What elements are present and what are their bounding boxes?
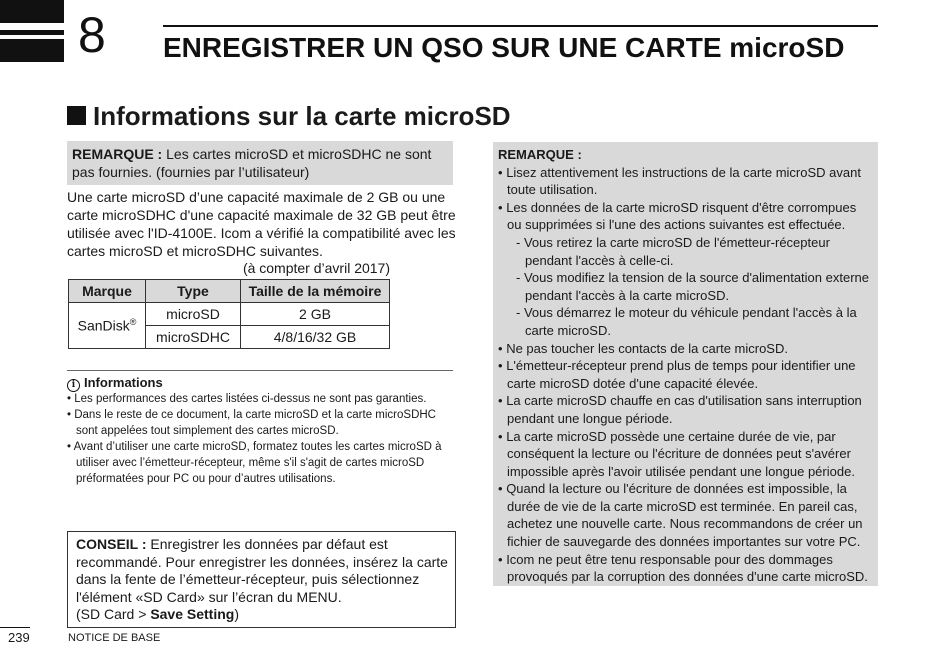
- list-item-text: Avant d’utiliser une carte microSD, formatez toutes les cartes microSD à utiliser avec l’émetteur-récepteur, même s'il s'agit de cartes microSD préformatées pour PC ou pour d’autres utilisations.: [73, 441, 442, 485]
- bullet-icon: •: [498, 164, 503, 180]
- list-item-text: L'émetteur-récepteur prend plus de temps pour identifier une carte microSD dotée d'une capacité élevée.: [506, 358, 856, 391]
- list-item-text: Les données de la carte microSD risquent d'être corrompues ou supprimées si l'une des actions suivantes est effectuée.: [506, 199, 857, 233]
- list-item: [67, 391, 457, 407]
- info-list: [67, 391, 457, 487]
- bullet-icon: •: [67, 409, 72, 421]
- info-icon: i: [67, 379, 80, 392]
- sub-list-item-text: Vous démarrez le moteur du véhicule pendant l'accès à la carte microSD.: [523, 305, 857, 338]
- table-cell-brand: [69, 303, 146, 349]
- list-item-text: La carte microSD possède une certaine durée de vie, par conséquent la lecture ou l'écriture de données peut s'avérer impossible après l'avoir utilisée pendant une longue période.: [506, 428, 855, 479]
- list-item: [498, 551, 874, 586]
- section-heading-text: Informations sur la carte microSD: [93, 101, 511, 131]
- remark-list: [498, 164, 874, 586]
- chapter-tab-bar: [0, 39, 64, 62]
- chapter-tab-bar: [0, 0, 64, 23]
- table-cell-type: microSDHC: [146, 326, 241, 349]
- table-cell-type: microSD: [146, 303, 241, 326]
- bullet-icon: •: [498, 199, 503, 215]
- table-cell-size: 4/8/16/32 GB: [241, 326, 390, 349]
- info-divider: [67, 370, 453, 371]
- list-item: [498, 428, 874, 481]
- footer-label: NOTICE DE BASE: [68, 632, 161, 644]
- bullet-icon: •: [498, 393, 503, 409]
- list-item-text: La carte microSD chauffe en cas d'utilisation sans interruption pendant une longue période.: [506, 393, 862, 426]
- table-row: [69, 303, 390, 326]
- square-bullet-icon: [67, 106, 86, 125]
- list-item: [498, 357, 874, 392]
- list-item-text: Ne pas toucher les contacts de la carte microSD.: [506, 340, 788, 356]
- bullet-icon: •: [67, 441, 72, 453]
- list-item-text: Lisez attentivement les instructions de la carte microSD avant toute utilisation.: [506, 164, 861, 198]
- sub-list-item: [498, 234, 874, 269]
- chapter-rule: [163, 25, 878, 27]
- list-item: [67, 439, 457, 487]
- registered-mark: ®: [129, 317, 137, 328]
- table-header-brand: Marque: [69, 280, 146, 303]
- bullet-icon: •: [498, 358, 503, 374]
- bullet-icon: •: [498, 340, 503, 356]
- tip-label: CONSEIL :: [76, 536, 147, 552]
- menu-path-open: (SD Card >: [76, 606, 151, 622]
- chapter-tab-bar: [0, 30, 64, 35]
- chapter-tab: [0, 0, 64, 64]
- table-header-type: Type: [146, 280, 241, 303]
- table-header-size: Taille de la mémoire: [241, 280, 390, 303]
- page-number: 239: [8, 630, 30, 645]
- bullet-icon: •: [498, 428, 503, 444]
- list-item: [498, 392, 874, 427]
- note-text: Les cartes microSD et microSDHC ne sont pas fournies. (fournies par l’utilisateur): [72, 146, 432, 180]
- tip-text: Enregistrer les données par défaut est recommandé. Pour enregistrer les données, insérez la carte dans la fente de l’émetteur-récepteur, puis sélectionnez l'élément «SD Card» sur l’écran du MENU.: [76, 536, 448, 605]
- sub-list-item-text: Vous modifiez la tension de la source d'alimentation externe pendant l'accès à la carte microSD.: [523, 270, 869, 303]
- sub-list-item-text: Vous retirez la carte microSD de l'émetteur-récepteur pendant l'accès à celle-ci.: [523, 234, 830, 268]
- sub-list-item: [498, 304, 874, 339]
- list-item: [498, 480, 874, 550]
- menu-path-item: Save Setting: [150, 606, 235, 622]
- info-title: [67, 375, 163, 392]
- remark-title: REMARQUE :: [498, 147, 582, 162]
- as-of-date: (à compter d’avril 2017): [242, 260, 390, 276]
- list-item: [67, 407, 457, 439]
- section-heading: [67, 101, 511, 132]
- note-box: [67, 141, 453, 185]
- list-item-text: Quand la lecture ou l'écriture de données est impossible, la durée de vie de la carte microSD est terminée. En pareil cas, achetez une nouvelle carte. Nous recommandons de créer un fichier de sauvegarde des données importantes sur votre PC.: [506, 481, 863, 550]
- dash-icon: -: [516, 234, 521, 250]
- bullet-icon: •: [498, 481, 503, 497]
- list-item: [498, 340, 874, 358]
- chapter-title: ENREGISTRER UN QSO SUR UNE CARTE microSD: [163, 32, 845, 63]
- list-item: [498, 164, 874, 199]
- footer-rule: [0, 627, 30, 628]
- intro-paragraph: Une carte microSD d’une capacité maximale de 2 GB ou une carte microSDHC d'une capacité maximale de 32 GB peut être utilisée avec l'ID-4100E. Icom a vérifié la compatibilité avec les cartes microSD et microSDHC suivantes.: [67, 189, 456, 259]
- sub-list-item: [498, 269, 874, 304]
- brand-name: SanDisk: [77, 317, 130, 334]
- table-cell-size: 2 GB: [241, 303, 390, 326]
- table-header-row: [69, 280, 390, 303]
- info-title-text: Informations: [84, 375, 163, 390]
- dash-icon: -: [516, 270, 521, 286]
- list-item: [498, 199, 874, 234]
- chapter-number: 8: [78, 7, 106, 63]
- bullet-icon: •: [498, 551, 503, 567]
- bullet-icon: •: [67, 393, 72, 405]
- note-label: REMARQUE :: [72, 146, 163, 162]
- list-item-text: Dans le reste de ce document, la carte microSD et la carte microSDHC sont appelées tout simplement des cartes microSD.: [74, 409, 436, 437]
- remark-box: [493, 142, 878, 586]
- list-item-text: Les performances des cartes listées ci-dessus ne sont pas garanties.: [74, 393, 427, 405]
- list-item-text: Icom ne peut être tenu responsable pour des dommages provoqués par la corruption des données d'une carte microSD.: [506, 551, 868, 585]
- tip-box: [67, 531, 456, 628]
- compatibility-table: [68, 279, 390, 349]
- dash-icon: -: [516, 305, 521, 321]
- menu-path-close: ): [234, 606, 240, 622]
